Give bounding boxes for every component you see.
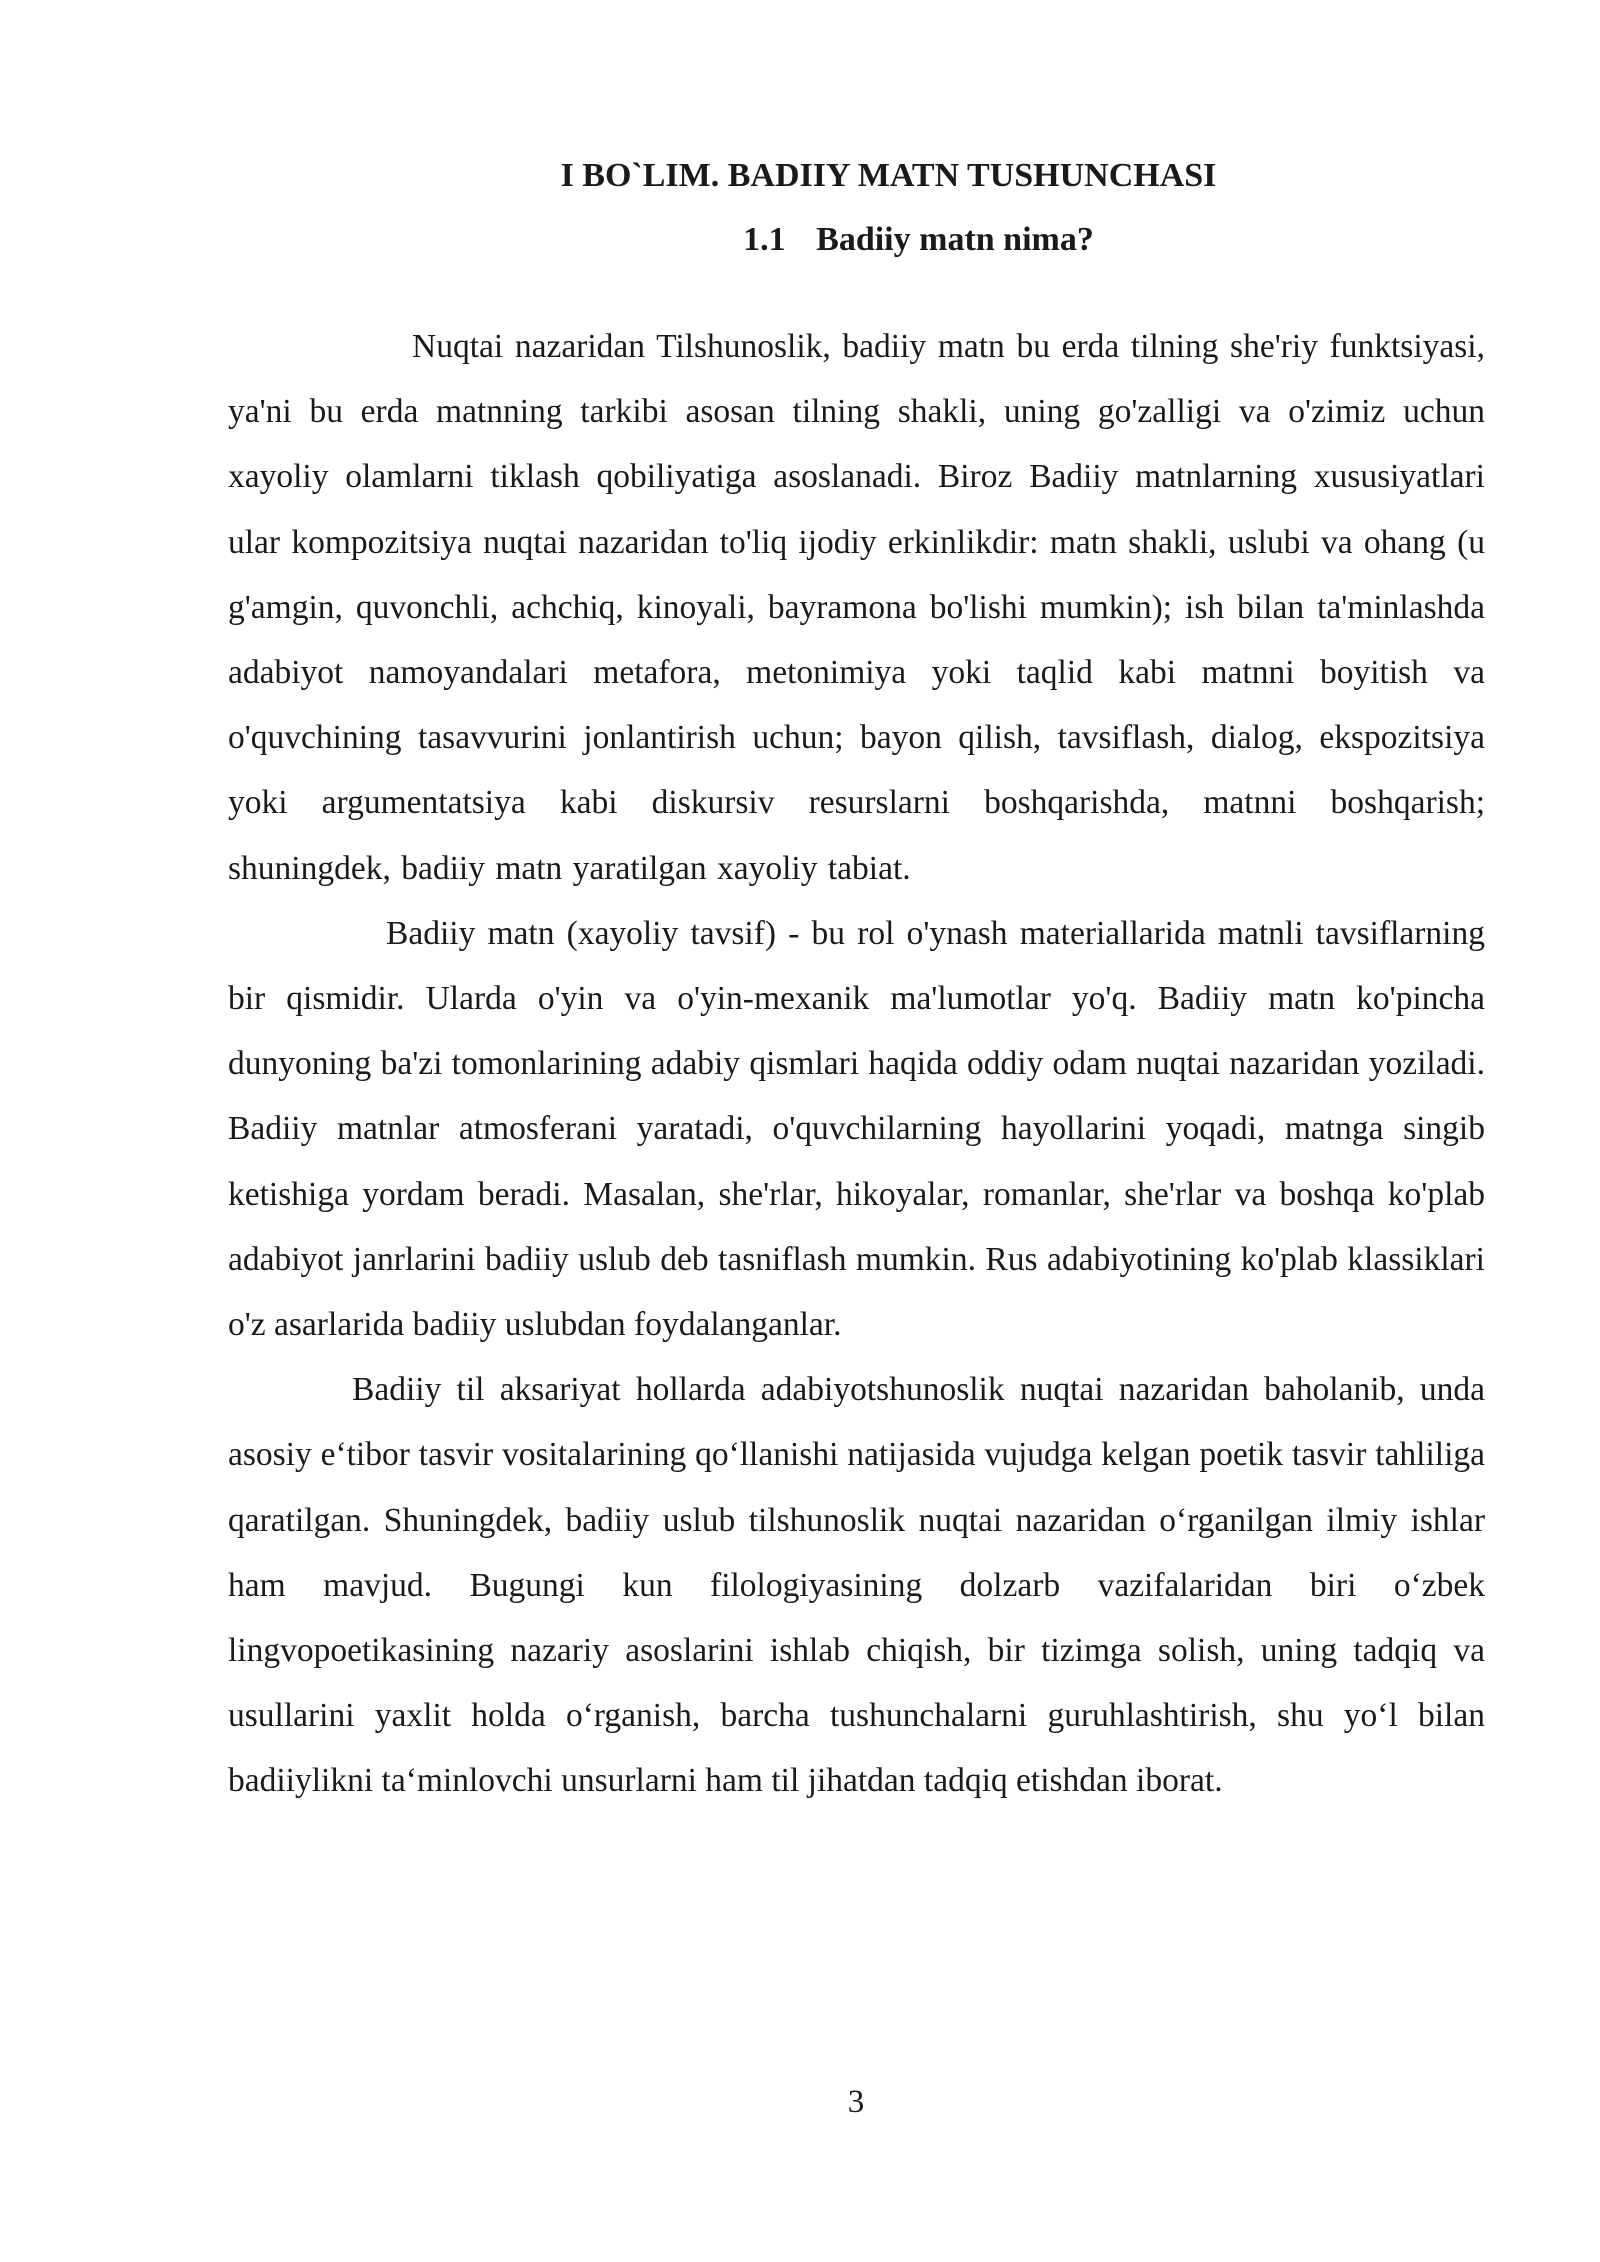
subsection-heading bbox=[290, 220, 1547, 260]
page-number: 3 bbox=[847, 2084, 865, 2120]
paragraph-2: Badiiy matn (xayoliy tavsif) - bu rol o'ynash materiallarida matnli tavsiflarning bir qismidir. Ularda o'yin va o'yin-mexanik ma'lumotlar yo'q. Badiiy matn ko'pincha dunyoning ba'zi tomonlarining adabiy qismlari haqida oddiy odam nuqtai nazaridan yoziladi. Badiiy matnlar atmosferani yaratadi, o'quvchilarning hayollarini yoqadi, matnga singib ketishiga yordam beradi. Masalan, she'rlar, hikoyalar, romanlar, she'rlar va boshqa ko'plab adabiyot janrlarini badiiy uslub deb tasniflash mumkin. Rus adabiyotining ko'plab klassiklari o'z asarlarida badiiy uslubdan foydalanganlar. bbox=[228, 914, 1485, 1344]
section-title: I BO`LIM. BADIIY MATN TUSHUNCHASI bbox=[560, 157, 1217, 194]
subsection-title: Badiiy matn nima? bbox=[816, 221, 1094, 258]
subsection-number: 1.1 bbox=[743, 221, 786, 258]
paragraph-1: Nuqtai nazaridan Tilshunoslik, badiiy matn bu erda tilning she'riy funktsiyasi, ya'ni bu erda matnning tarkibi asosan tilning shakli, uning go'zalligi va o'zimiz uchun xayoliy olamlarni tiklash qobiliyatiga asoslanadi. Biroz Badiiy matnlarning xususiyatlari ular kompozitsiya nuqtai nazaridan to'liq ijodiy erkinlikdir: matn shakli, uslubi va ohang (u g'amgin, quvonchli, achchiq, kinoyali, bayramona bo'lishi mumkin); ish bilan ta'minlashda adabiyot namoyandalari metafora, metonimiya yoki taqlid kabi matnni boyitish va o'quvchining tasavvurini jonlantirish uchun; bayon qilish, tavsiflash, dialog, ekspozitsiya yoki argumentatsiya kabi diskursiv resurslarni boshqarishda, matnni boshqarish; shuningdek, badiiy matn yaratilgan xayoliy tabiat. bbox=[228, 328, 1485, 887]
body-text bbox=[228, 314, 1485, 1814]
paragraph-3: Badiiy til aksariyat hollarda adabiyotshunoslik nuqtai nazaridan baholanib, unda asosiy e‘tibor tasvir vositalarining qo‘llanishi natijasida vujudga kelgan poetik tasvir tahliliga qaratilgan. Shuningdek, badiiy uslub tilshunoslik nuqtai nazaridan o‘rganilgan ilmiy ishlar ham mavjud. Bugungi kun filologiyasining dolzarb vazifalaridan biri o‘zbek lingvopoetikasining nazariy asoslarini ishlab chiqish, bir tizimga solish, uning tadqiq va usullarini yaxlit holda o‘rganish, barcha tushunchalarni guruhlashtirish, shu yo‘l bilan badiiylikni ta‘minlovchi unsurlarni ham til jihatdan tadqiq etishdan iborat. bbox=[228, 1371, 1485, 1800]
